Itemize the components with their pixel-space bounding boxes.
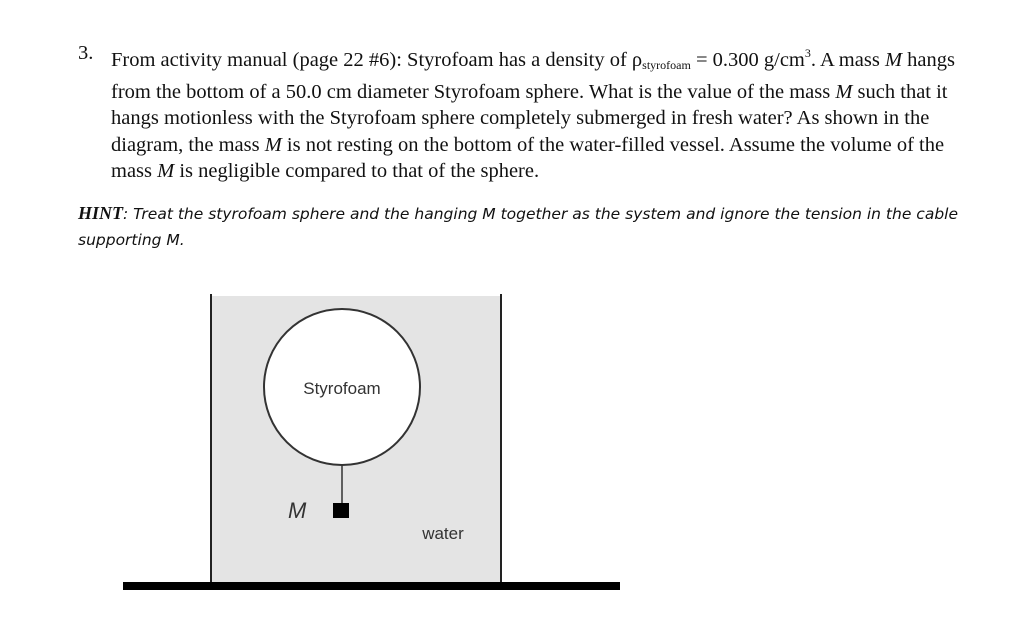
ground-bar	[123, 582, 620, 590]
density-subscript: styrofoam	[642, 58, 691, 72]
problem-text-part: is negligible compared to that of the sphere.	[174, 160, 540, 183]
problem-text-part: . A mass	[810, 49, 885, 71]
mass-variable: M	[884, 49, 903, 71]
problem-number: 3.	[78, 42, 94, 64]
mass-variable: M	[157, 160, 175, 183]
hint-mass-variable: M	[482, 205, 496, 223]
problem-text-part: such that it hangs motionless with the Styrofoam sphere completely submerged in fresh water? As shown in the diagram, the mass	[111, 80, 948, 156]
mass-variable: M	[264, 133, 282, 156]
cube-superscript: 3	[804, 46, 811, 60]
problem-text-part: = 0.300 g/cm	[690, 49, 805, 71]
problem-text-part: hangs from the bottom of a 50.0 cm diameter Styrofoam sphere. What is the value of the mass	[111, 49, 955, 103]
problem-text-part: is not resting on the bottom of the water-filled vessel. Assume the volume of the mass	[111, 133, 945, 183]
mass-variable: M	[835, 80, 853, 103]
hint-text-part: .	[179, 231, 185, 249]
hint-mass-variable: M	[166, 231, 180, 249]
water-label: water	[422, 524, 464, 543]
mass-label: M	[288, 498, 307, 523]
hint-text-part: : Treat the styrofoam sphere and the hanging	[123, 205, 483, 223]
hint-label: HINT	[78, 203, 123, 223]
sphere-label: Styrofoam	[303, 379, 381, 398]
hanging-mass	[333, 503, 349, 518]
problem-text-part: From activity manual (page 22 #6): Styrofoam has a density of ρ	[111, 49, 643, 71]
hint-text-part: together as the system and ignore the tension in the cable supporting	[78, 205, 958, 249]
